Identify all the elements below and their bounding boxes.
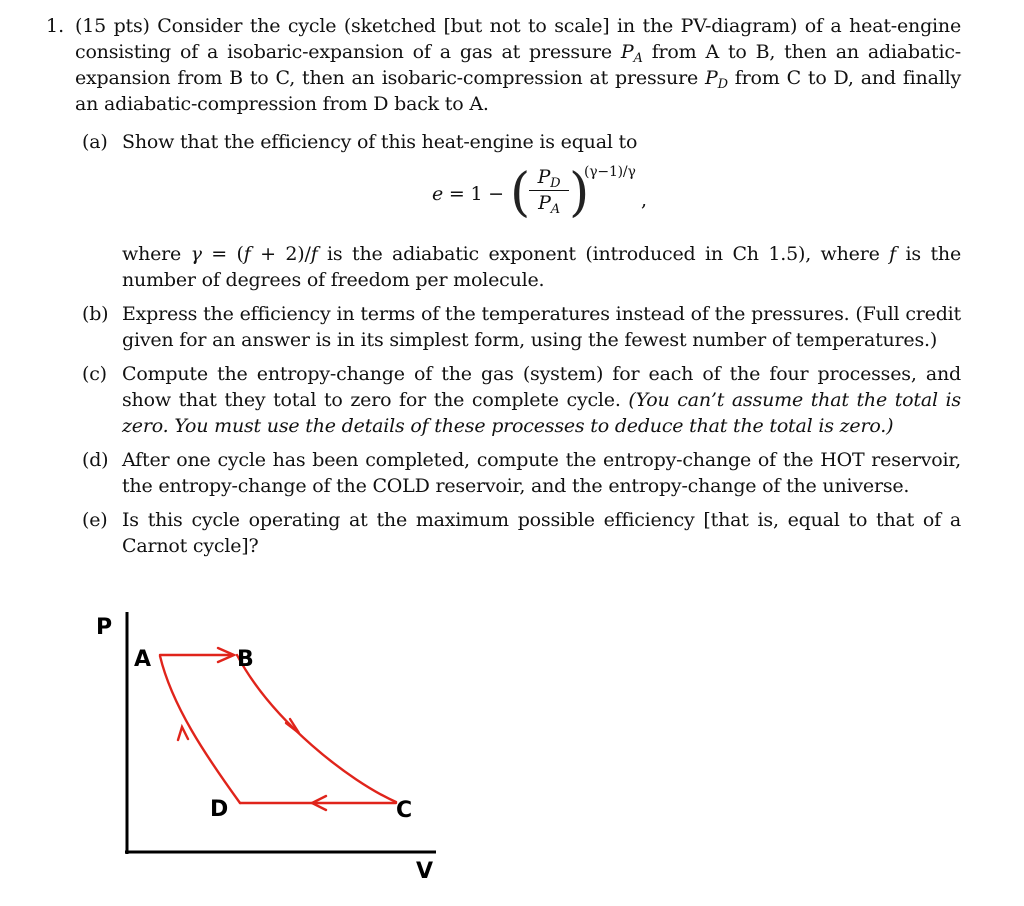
part-a-label: (a) xyxy=(82,131,108,153)
part-b-text: Express the efficiency in terms of the temperatures instead of the pressures. (Full credit given for an answer is in its simplest form, using the fewest number of temperatures.) xyxy=(122,303,961,351)
arrow-d-to-a xyxy=(178,727,188,740)
part-d-text: After one cycle has been completed, compute the entropy-change of the HOT reservoir, the entropy-change of the COLD reservoir, and the entropy-change of the universe. xyxy=(122,449,961,497)
part-c-italic-note: (You can’t assume that the total is zero. You must use the details of these processes to deduce that the total is zero.) xyxy=(122,389,961,437)
part-c xyxy=(82,361,961,439)
problem-number: 1. xyxy=(46,15,65,37)
parts-list xyxy=(82,129,961,559)
part-b xyxy=(82,301,961,353)
point-c-label: C xyxy=(396,798,413,823)
formula-denominator: $P_A$ xyxy=(538,192,560,217)
part-a-after: where γ = (f + 2)/f is the adiabatic exponent (introduced in Ch 1.5), where f is the number of degrees of freedom per molecule. xyxy=(122,243,961,291)
point-d-label: D xyxy=(210,797,229,822)
axis-v-label: V xyxy=(416,859,434,884)
problem-1 xyxy=(46,13,961,567)
part-c-text: Compute the entropy-change of the gas (system) for each of the four processes, and show that they total to zero for the complete cycle. xyxy=(122,363,961,411)
part-b-label: (b) xyxy=(82,303,109,325)
part-d xyxy=(82,447,961,499)
formula-comma: , xyxy=(641,189,647,211)
process-d-to-a xyxy=(160,656,240,803)
part-a-text: Show that the efficiency of this heat-engine is equal to xyxy=(122,131,638,153)
part-c-label: (c) xyxy=(82,363,107,385)
formula-lhs: e = 1 − xyxy=(432,183,504,205)
part-d-label: (d) xyxy=(82,449,109,471)
pv-diagram-svg xyxy=(94,606,454,886)
left-paren: ( xyxy=(510,163,531,223)
part-e-label: (e) xyxy=(82,509,108,531)
pv-diagram xyxy=(94,606,454,886)
point-b-label: B xyxy=(237,647,254,672)
formula-numerator: $P_D$ xyxy=(529,165,569,191)
problem-intro: (15 pts) Consider the cycle (sketched [but not to scale] in the PV-diagram) of a heat-engine consisting of a isobaric-expansion of a gas at pressure $P_A$ from A to B, then an adiabatic-expansion from B to C, then an isobaric-compression at pressure $P_D$ from C to D, and finally an adiabatic-compression from D back to A. xyxy=(75,15,961,115)
process-b-to-c xyxy=(237,655,396,802)
formula-exponent: (γ−1)/γ xyxy=(584,164,636,180)
pressure-ratio xyxy=(529,165,569,215)
part-e xyxy=(82,507,961,559)
efficiency-formula xyxy=(122,161,961,237)
part-a xyxy=(82,129,961,293)
right-paren: ) xyxy=(569,163,590,223)
part-e-text: Is this cycle operating at the maximum possible efficiency [that is, equal to that of a Carnot cycle]? xyxy=(122,509,961,557)
axis-p-label: P xyxy=(96,615,113,640)
part-c-body xyxy=(122,361,961,439)
point-a-label: A xyxy=(134,647,152,672)
